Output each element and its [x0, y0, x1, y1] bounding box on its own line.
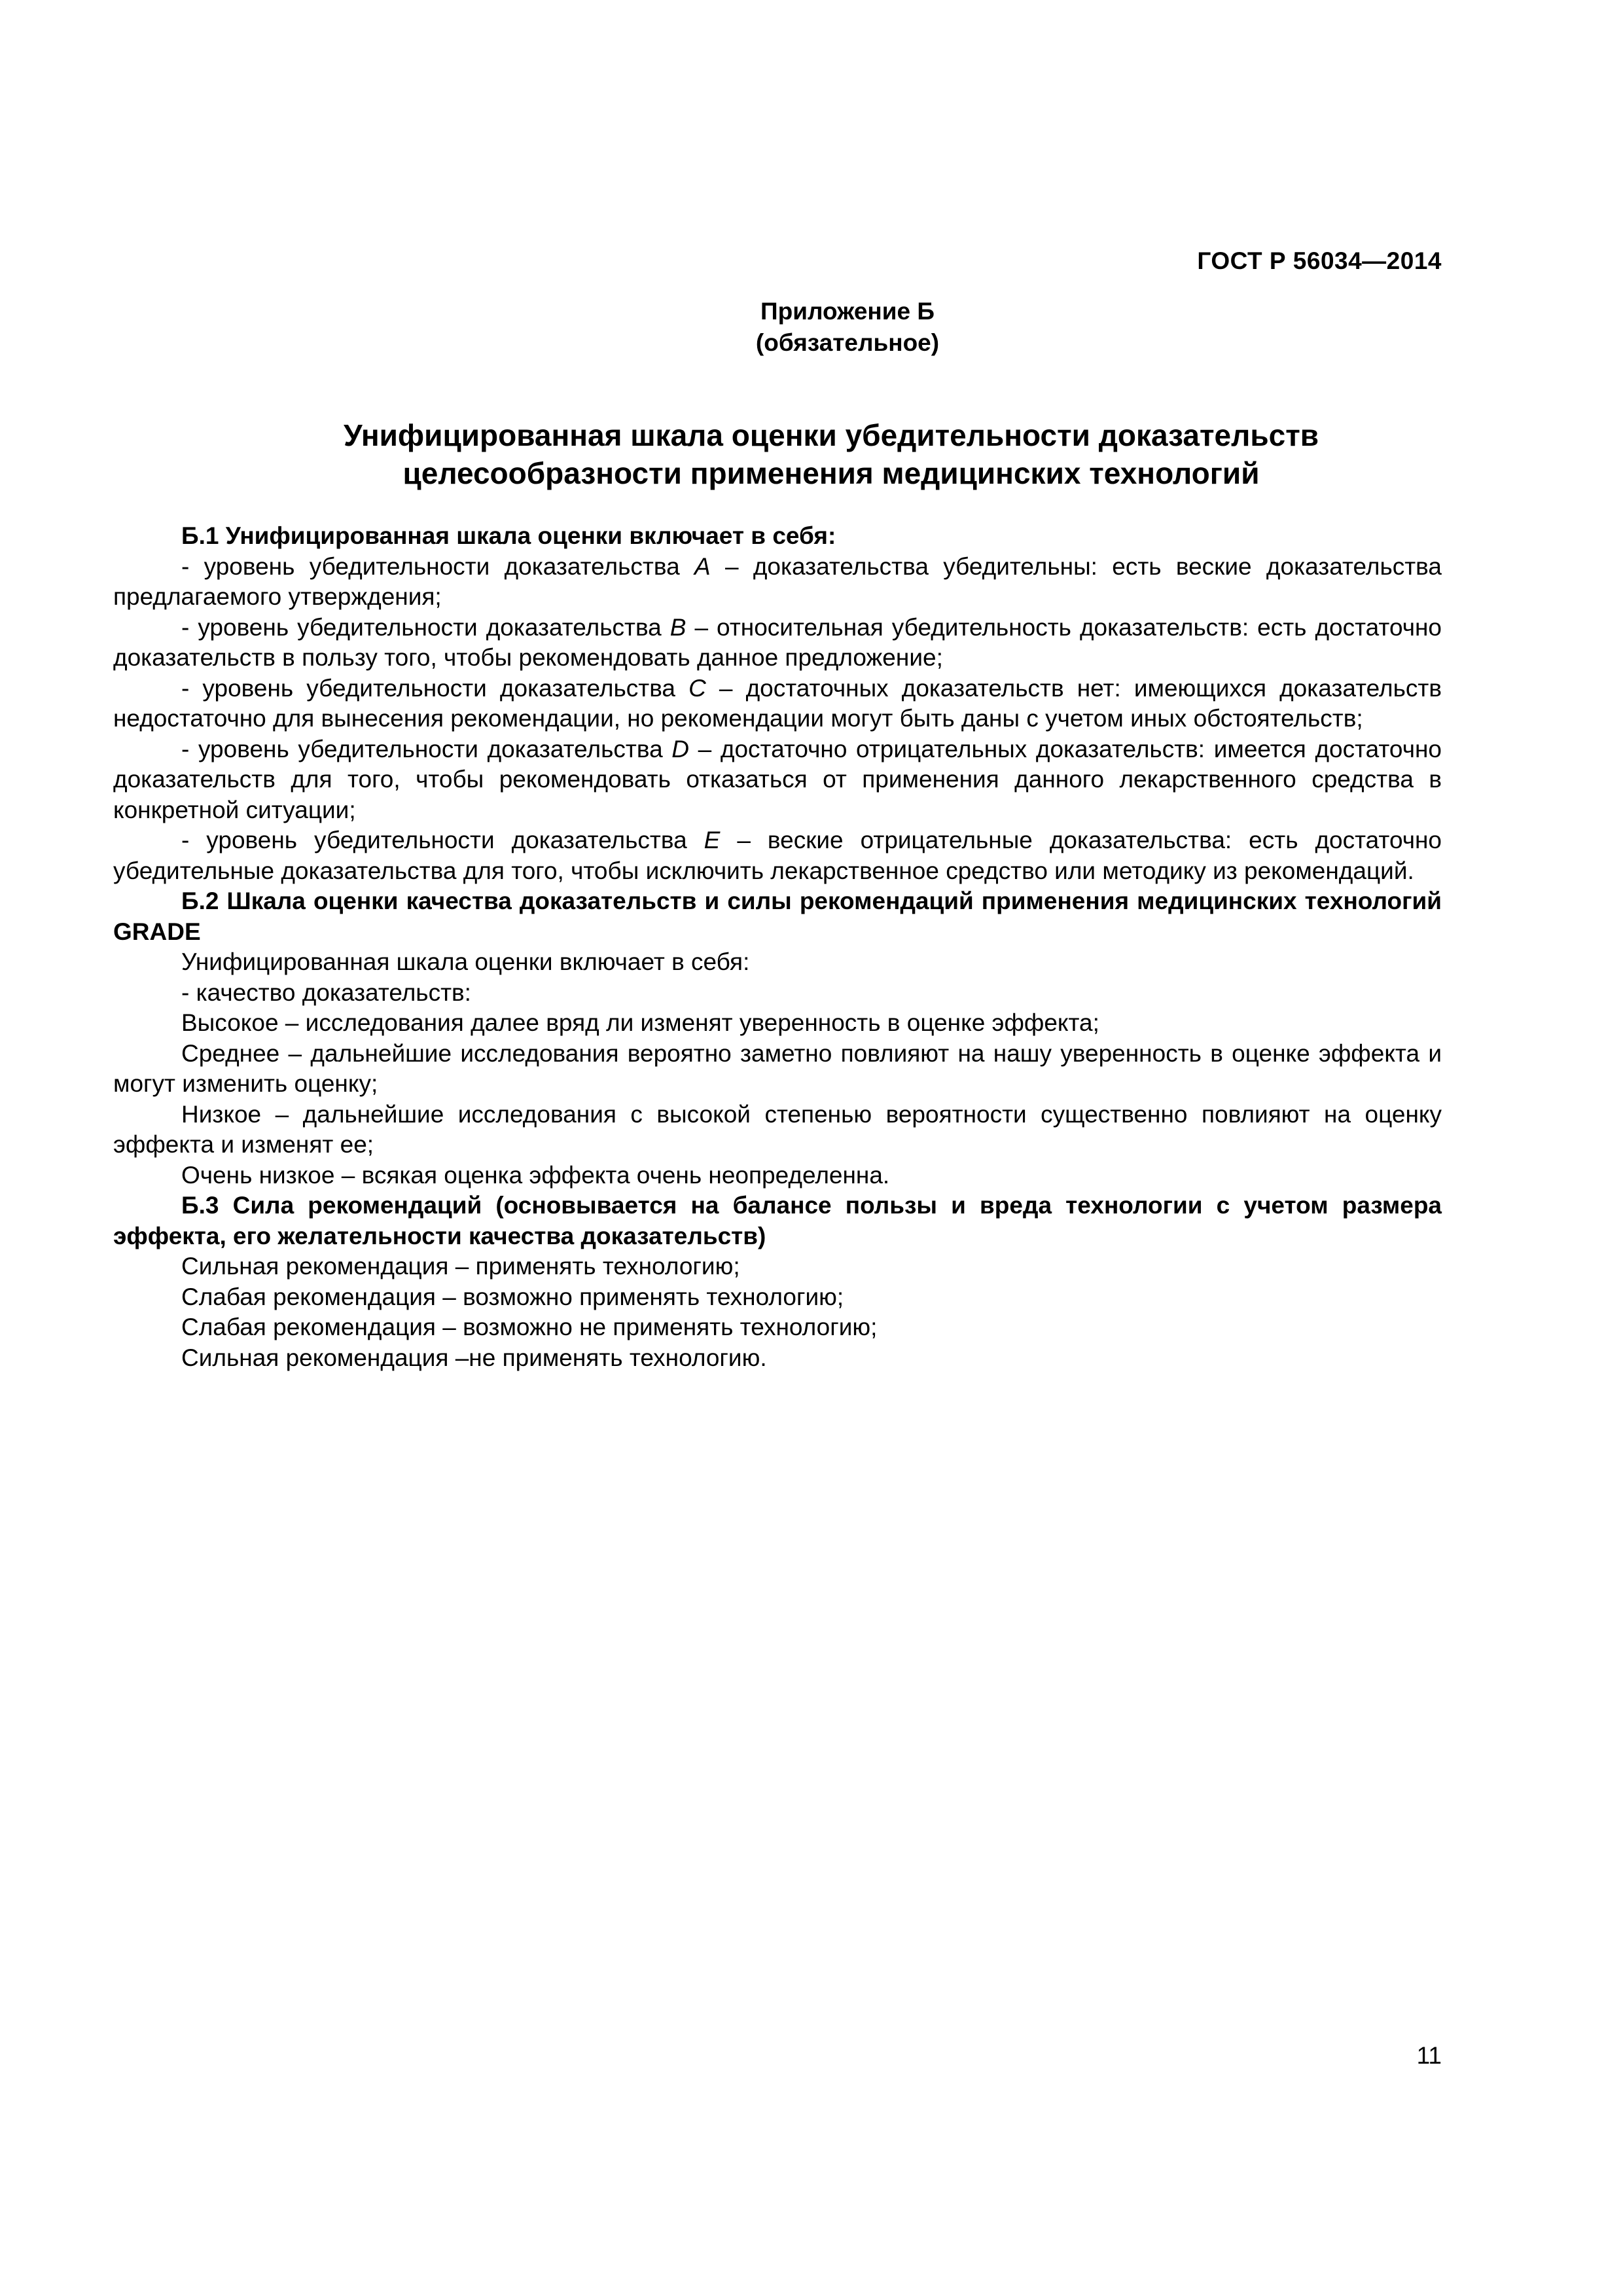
page-title: [0, 416, 1623, 492]
document-code: ГОСТ Р 56034—2014: [1197, 247, 1442, 274]
quality-level-item: Низкое – дальнейшие исследования с высокой степенью вероятности существенно повлияют на оценку эффекта и изменят ее;: [113, 1100, 1442, 1158]
page-title-line-2: целесообразности применения медицинских технологий: [402, 456, 1260, 490]
evidence-level-prefix: - уровень убедительности доказательства: [181, 674, 689, 702]
evidence-level-letter: B: [669, 613, 687, 641]
evidence-level-letter: A: [694, 552, 711, 580]
appendix-label: Приложение Б: [760, 298, 935, 325]
section-b3-heading: Б.3 Сила рекомендаций (основывается на балансе пользы и вреда технологии с учетом размера эффекта, его желательности качества доказательств): [113, 1192, 1442, 1249]
appendix-heading: [0, 296, 1623, 359]
evidence-level-letter: C: [688, 674, 706, 702]
section-b1-heading: Б.1 Унифицированная шкала оценки включает в себя:: [181, 522, 836, 549]
evidence-level-prefix: - уровень убедительности доказательства: [181, 735, 672, 762]
evidence-level-item: [113, 552, 1442, 613]
quality-level-item: Высокое – исследования далее вряд ли изменят уверенность в оценке эффекта;: [181, 1009, 1099, 1036]
evidence-level-item: [113, 825, 1442, 886]
evidence-level-prefix: - уровень убедительности доказательства: [181, 613, 670, 641]
section-b2-subheading: - качество доказательств:: [181, 978, 471, 1006]
recommendation-item: Слабая рекомендация – возможно не применять технологию;: [181, 1314, 878, 1340]
recommendation-item: Сильная рекомендация –не применять технологию.: [181, 1344, 767, 1371]
evidence-level-text: – относительная убедительность доказательств: есть достаточно доказательств в пользу того, чтобы рекомендовать данное предложение;: [113, 613, 1442, 671]
page-title-line-1: Унифицированная шкала оценки убедительности доказательств: [343, 418, 1319, 452]
evidence-level-letter: E: [704, 827, 721, 853]
section-b2-intro: Унифицированная шкала оценки включает в себя:: [181, 948, 750, 975]
evidence-level-letter: D: [671, 735, 690, 762]
quality-level-item: Среднее – дальнейшие исследования вероятно заметно повлияют на нашу уверенность в оценке эффекта и могут изменить оценку;: [113, 1039, 1442, 1097]
document-body: [113, 521, 1442, 1373]
page-number: 11: [1416, 2042, 1442, 2069]
evidence-level-text: – доказательства убедительны: есть веские доказательства предлагаемого утверждения;: [113, 552, 1442, 610]
evidence-level-item: [113, 673, 1442, 734]
evidence-level-item: [113, 613, 1442, 673]
evidence-level-text: – достаточных доказательств нет: имеющихся доказательств недостаточно для вынесения рекомендации, но рекомендации могут быть даны с учетом иных обстоятельств;: [113, 674, 1442, 732]
evidence-level-prefix: - уровень убедительности доказательства: [181, 827, 704, 853]
quality-level-item: Очень низкое – всякая оценка эффекта очень неопределенна.: [181, 1161, 890, 1189]
evidence-level-prefix: - уровень убедительности доказательства: [181, 552, 694, 580]
appendix-status: (обязательное): [755, 329, 940, 356]
recommendation-item: Сильная рекомендация – применять технологию;: [181, 1253, 740, 1280]
evidence-level-text: – веские отрицательные доказательства: есть достаточно убедительные доказательства для того, чтобы исключить лекарственное средство или методику из рекомендаций.: [113, 827, 1442, 884]
evidence-level-item: [113, 734, 1442, 826]
section-b2-heading: Б.2 Шкала оценки качества доказательств и силы рекомендаций применения медицинских технологий GRADE: [113, 888, 1442, 945]
recommendation-item: Слабая рекомендация – возможно применять технологию;: [181, 1283, 844, 1310]
evidence-level-text: – достаточно отрицательных доказательств: имеется достаточно доказательств для того, чтобы рекомендовать отказаться от применения данного лекарственного средства в конкретной ситуации;: [113, 735, 1442, 823]
